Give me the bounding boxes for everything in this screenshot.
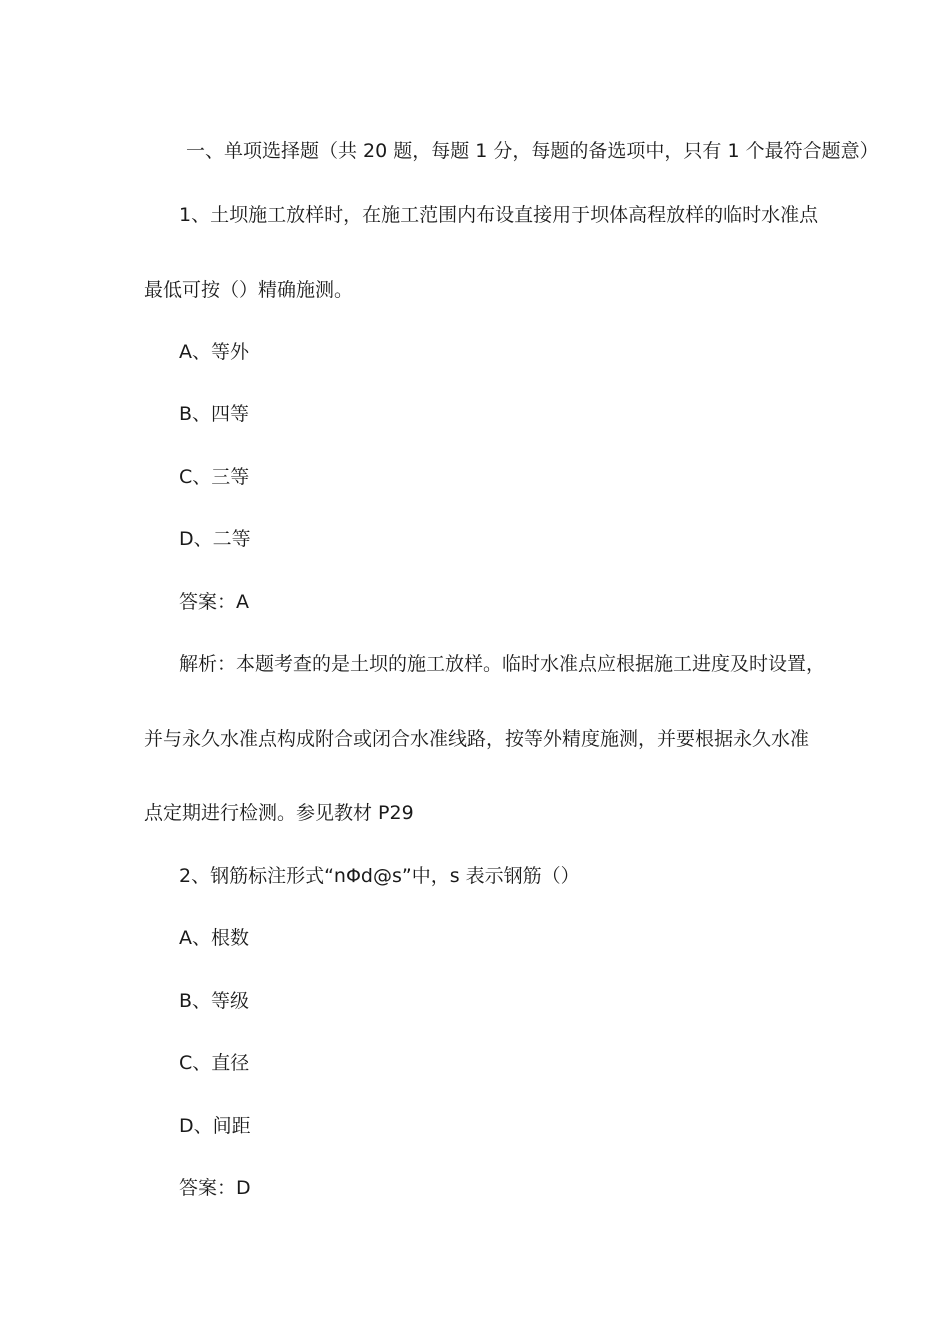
question-1-stem-line-2: 最低可按（）精确施测。	[144, 279, 354, 301]
question-1-option-d: D、二等	[179, 528, 251, 550]
question-2-option-c: C、直径	[179, 1052, 250, 1074]
question-2-option-d: D、间距	[179, 1115, 251, 1137]
question-1-answer: 答案：A	[179, 591, 249, 613]
question-2-answer: 答案：D	[179, 1177, 251, 1199]
section-heading: 一、单项选择题（共 20 题，每题 1 分，每题的备选项中，只有 1 个最符合题意）	[186, 140, 879, 162]
question-1-stem-line-1: 1、土坝施工放样时，在施工范围内布设直接用于坝体高程放样的临时水准点	[179, 204, 819, 226]
question-1-analysis-line-1: 解析：本题考查的是土坝的施工放样。临时水准点应根据施工进度及时设置，	[179, 653, 826, 675]
question-1-option-c: C、三等	[179, 466, 250, 488]
question-1-analysis-line-2: 并与永久水准点构成附合或闭合水准线路，按等外精度施测，并要根据永久水准	[144, 728, 810, 750]
question-1-analysis-line-3: 点定期进行检测。参见教材 P29	[144, 802, 414, 824]
question-1-option-b: B、四等	[179, 403, 250, 425]
question-2-stem: 2、钢筋标注形式“nΦd@s”中，s 表示钢筋（）	[179, 865, 580, 887]
question-2-option-b: B、等级	[179, 990, 250, 1012]
question-2-option-a: A、根数	[179, 927, 249, 949]
question-1-option-a: A、等外	[179, 341, 249, 363]
